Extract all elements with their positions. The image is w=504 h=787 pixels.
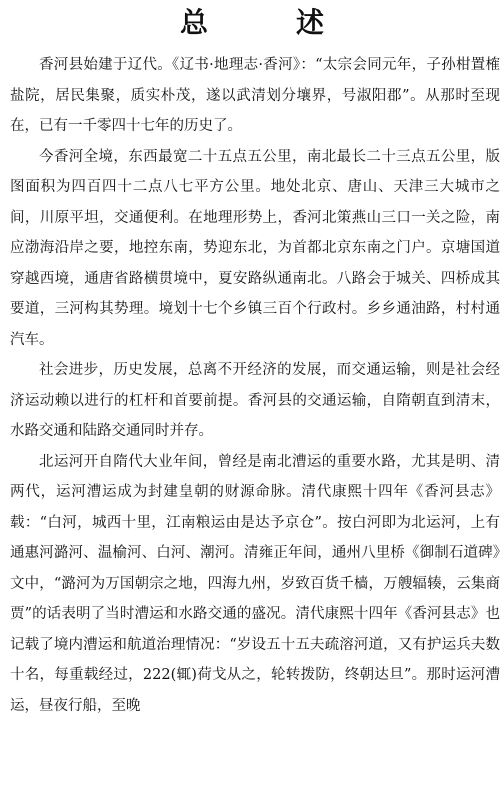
paragraph: 北运河开自隋代大业年间，曾经是南北漕运的重要水路，尤其是明、清两代，运河漕运成为封建皇朝的财源命脉。清代康熙十四年《香河县志》载：“白河，城西十里，江南粮运由是达予京仓”。按白河即为北运河，上有通惠河潞河、温榆河、白河、潮河。清雍正年间，通州八里桥《御制石道碑》文中，“潞河为万国朝宗之地，四海九州，岁致百货千樯，万艘辐辏，云集商贾”的话表明了当时漕运和水路交通的盛况。清代康熙十四年《香河县志》也记载了境内漕运和航道治理情况：“岁设五十五夫疏溶河道，又有护运兵夫数十名，每重载经过，222(辄)荷戈从之，轮转拨防，终朝达旦”。那时运河漕运，昼夜行船，至晚 — [10, 453, 500, 714]
page-title: 总 述 — [179, 6, 354, 39]
paragraph: 社会进步，历史发展，总离不开经济的发展，而交通运输，则是社会经济运动赖以进行的杠杆和首要前提。香河县的交通运输，自隋朝直到清末，水路交通和陆路交通同时并存。 — [10, 362, 500, 439]
document-body — [10, 50, 500, 721]
paragraph: 今香河全境，东西最宽二十五点五公里，南北最长二十三点五公里，版图面积为四百四十二点八七平方公里。地处北京、唐山、天津三大城市之间，川原平坦，交通便利。在地理形势上，香河北策燕山三口一关之险，南应渤海沿岸之要，地控东南，势迎东北，为首都北京东南之门户。京塘国道穿越西境，通唐省路横贯境中，夏安路纵通南北。八路会于城关、四桥成其要道，三河构其势理。境划十七个乡镇三百个行政村。乡乡通油路，村村通汽车。 — [10, 148, 500, 348]
paragraph: 香河县始建于辽代。《辽书·地理志·香河》：“太宗会同元年，子孙柑置榷盐院，居民集聚，质实朴茂，遂以武清划分壤界，号淑阳郡”。从那时至现在，已有一千零四十七年的历史了。 — [10, 57, 500, 134]
